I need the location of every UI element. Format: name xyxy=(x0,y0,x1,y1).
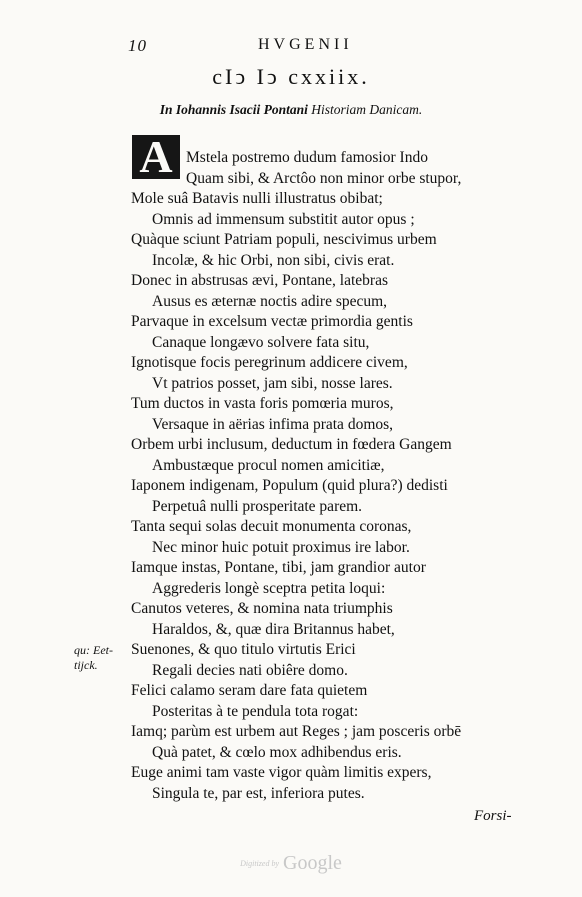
poem-line: Ausus es æternæ noctis adire specum, xyxy=(152,292,388,310)
poem-line: Nec minor huic potuit proximus ire labor. xyxy=(152,538,410,556)
poem-line: Parvaque in excelsum vectæ primordia gentis xyxy=(131,313,413,330)
poem-line: Iamq; parùm est urbem aut Reges ; jam posceris orbē xyxy=(131,723,462,740)
poem-line: Orbem urbi inclusum, deductum in fœdera Gangem xyxy=(131,436,452,453)
margin-note-line: tijck. xyxy=(74,658,98,672)
poem-line: Euge animi tam vaste vigor quàm limitis expers, xyxy=(131,764,432,781)
poem-line: Felici calamo seram dare fata quietem xyxy=(131,682,368,699)
drop-cap-initial: A xyxy=(132,135,180,179)
poem-line: Tum ductos in vasta foris pomœria muros, xyxy=(131,395,394,412)
poem-line: Singula te, par est, inferiora putes. xyxy=(152,784,365,802)
watermark-logo: Google xyxy=(283,852,342,874)
poem-line: Ambustæque procul nomen amicitiæ, xyxy=(152,456,385,474)
poem-title-rest: Historiam Danicam. xyxy=(311,102,423,117)
poem-line: Perpetuâ nulli prosperitate parem. xyxy=(152,497,363,515)
poem-line: Tanta sequi solas decuit monumenta coronas, xyxy=(131,518,412,535)
poem-title xyxy=(0,102,582,118)
poem-line: Ignotisque focis peregrinum addicere civem, xyxy=(131,354,408,371)
poem-line: Canaque longævo solvere fata situ, xyxy=(152,333,370,351)
poem-line: Haraldos, &, quæ dira Britannus habet, xyxy=(152,620,395,638)
poem-line: Quàque sciunt Patriam populi, nescivimus urbem xyxy=(131,231,437,248)
poem-line: Mole suâ Batavis nulli illustratus obibat; xyxy=(131,190,383,207)
digitized-watermark xyxy=(0,852,582,875)
poem-line: Canutos veteres, & nomina nata triumphis xyxy=(131,600,393,617)
poem-line: Versaque in aërias infima prata domos, xyxy=(152,415,394,433)
poem-line: Donec in abstrusas ævi, Pontane, latebras xyxy=(131,272,388,289)
poem-line: Quà patet, & cœlo mox adhibendus eris. xyxy=(152,743,402,761)
poem-line: Iamque instas, Pontane, tibi, jam grandior autor xyxy=(131,559,426,576)
poem-title-lead: In Iohannis Isacii Pontani xyxy=(159,102,308,117)
poem-line: Incolæ, & hic Orbi, non sibi, civis erat. xyxy=(152,251,395,269)
poem-line: Omnis ad immensum substitit autor opus ; xyxy=(152,210,415,228)
poem-line: Regali decies nati obiêre domo. xyxy=(152,661,348,679)
catchword: Forsi- xyxy=(474,808,512,824)
poem-line: Iaponem indigenam, Populum (quid plura?) dedisti xyxy=(131,477,448,494)
margin-note-line: qu: Eet- xyxy=(74,643,113,657)
page-header xyxy=(0,36,582,58)
poem-line: Aggrederis longè sceptra petita loqui: xyxy=(152,579,386,597)
poem-line: Suenones, & quo titulo virtutis Erici xyxy=(131,641,356,658)
poem-line: Posteritas à te pendula tota rogat: xyxy=(152,702,359,720)
running-head: HVGENII xyxy=(258,36,353,53)
poem-line: Mstela postremo dudum famosior Indo xyxy=(186,149,428,166)
poem-line: Quam sibi, & Arctôo non minor orbe stupor, xyxy=(186,169,462,187)
poem-line: Vt patrios posset, jam sibi, nosse lares. xyxy=(152,374,393,392)
poem-number: cIↄ Iↄ cxxiix. xyxy=(212,64,370,89)
watermark-prefix: Digitized by xyxy=(240,859,279,868)
page-number: 10 xyxy=(128,36,147,55)
